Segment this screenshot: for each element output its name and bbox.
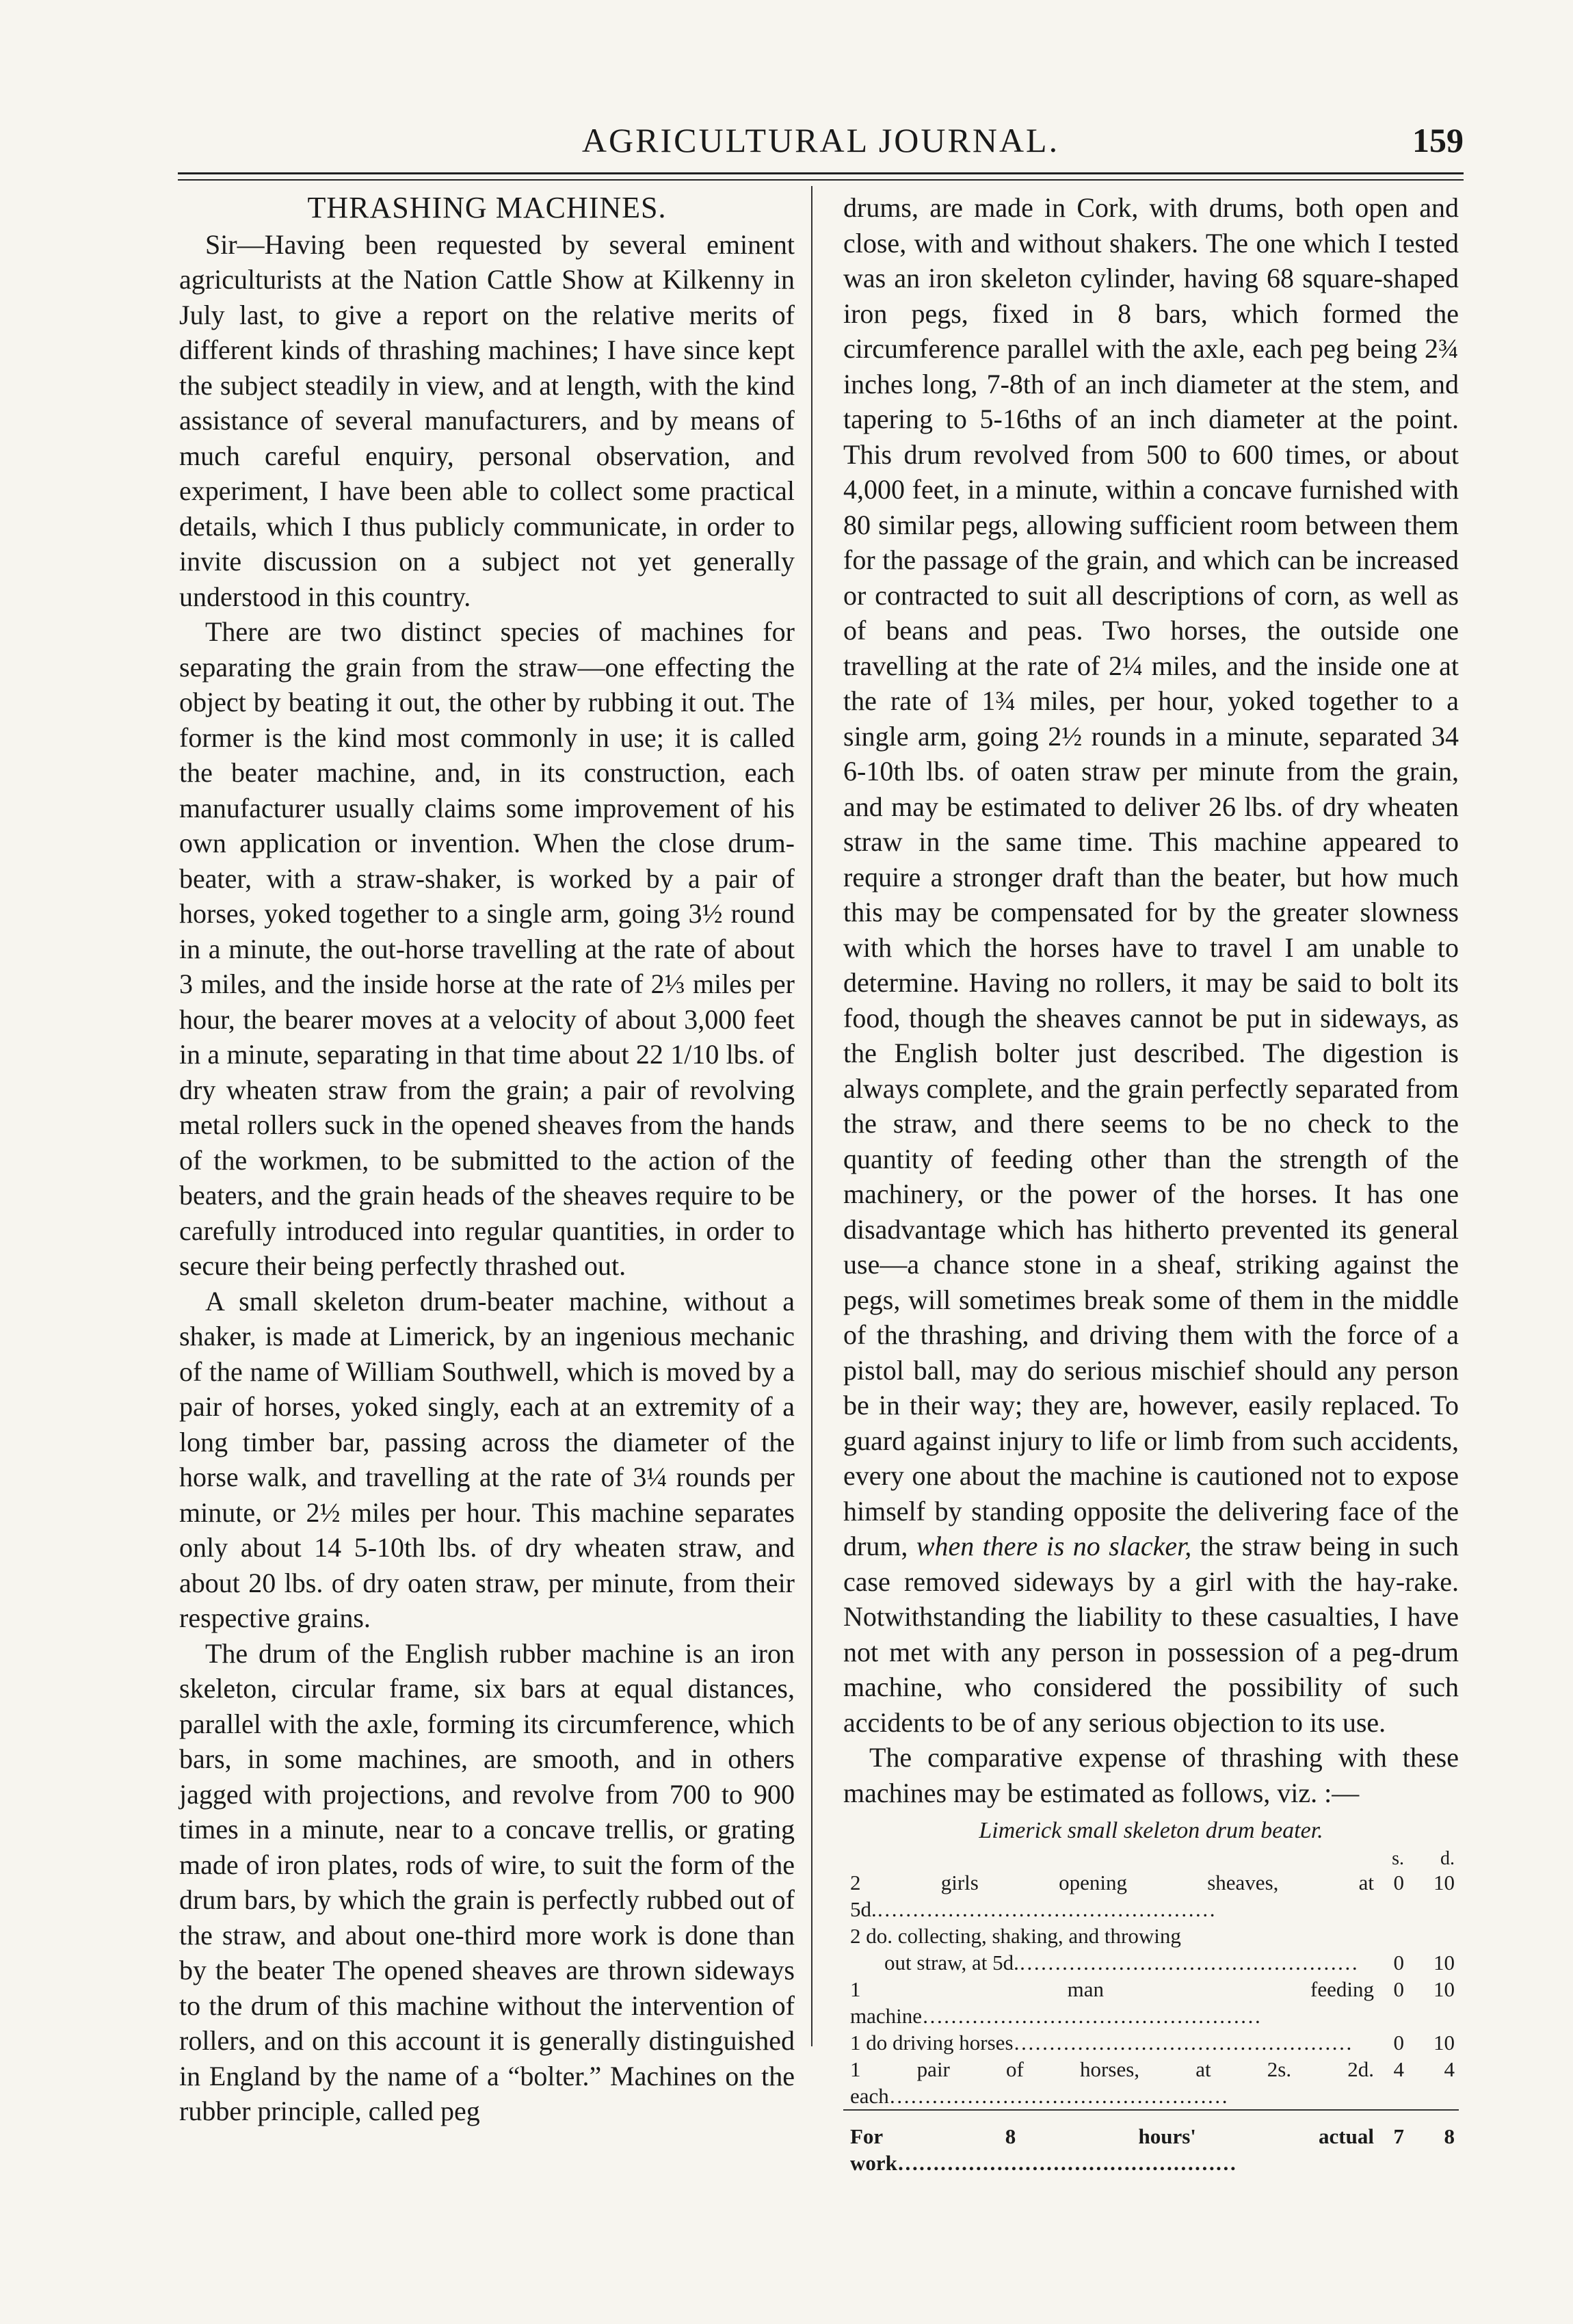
table-row [843, 1923, 1459, 1949]
paragraph [843, 190, 1459, 1740]
paragraph-text: drums, are made in Cork, with drums, both open and close, with and without shakers. The one which I tested was an iron skeleton cylinder, having 68 square-shaped iron pegs, fixed in 8 bars, which formed the circumference parallel with the axle, each peg being 2¾ inches long, 7-8th of an inch diameter at the stem, and tapering to 5-16ths of an inch diameter at the point. This drum revolved from 500 to 600 times, or about 4,000 feet, in a minute, within a concave furnished with 80 similar pegs, allowing sufficient room between them for the passage of the grain, and which can be increased or contracted to suit all descriptions of corn, as well as of beans and peas. Two horses, the outside one travelling at the rate of 2¼ miles, and the inside one at the rate of 1¾ miles, per hour, yoked together to a single arm, going 2½ rounds in a minute, separated 34 6-10th lbs. of oaten straw per minute from the grain, and may be estimated to deliver 26 lbs. of dry wheaten straw in the same time. This machine appeared to require a stronger draft than the beater, but how much this may be compensated for by the greater slowness with which the horses have to travel I am unable to determine. Having no rollers, it may be said to bolt its food, though the sheaves cannot be put in sideways, as the English bolter just described. The digestion is always complete, and the grain perfectly separated from the straw, and there seems to be no check to the quantity of feeding other than the strength of the machinery, or the power of the horses. It has one disadvantage which has hitherto prevented its general use—a chance stone in a sheaf, striking against the pegs, will sometimes break some of them in the middle of the thrashing, and driving them with the force of a pistol ball, may do serious mischief should any person be in their way; they are, however, easily replaced. To guard against injury to life or limb from such accidents, every one about the machine is cautioned not to expose himself by standing opposite the delivering face of the drum, [843, 192, 1459, 1561]
emphasis-text: when there is no slacker, [916, 1531, 1192, 1561]
row-pence: 10 [1433, 1977, 1455, 2001]
table-row [843, 2056, 1459, 2110]
row-item: 1 man feeding machine ………………………………………… [843, 1976, 1374, 2029]
row-pence [1404, 1923, 1459, 1949]
row-item: 1 pair of horses, at 2s. 2d. each ………………………………………… [843, 2056, 1374, 2110]
row-item: 2 girls opening sheaves, at 5d. ………………………………………… [843, 1869, 1374, 1923]
row-shillings: 0 [1393, 2030, 1404, 2055]
running-title: AGRICULTURAL JOURNAL. [581, 121, 1060, 159]
header-rule [178, 172, 1464, 174]
row-pence: 10 [1433, 2030, 1455, 2055]
table-row [843, 1949, 1459, 1976]
paragraph: The drum of the English rubber machine is an iron skeleton, circular frame, six bars at equal distances, parallel with the axle, forming its circumference, which bars, in some machines, are smooth, and in others jagged with projections, and revolve from 700 to 900 times in a minute, near to a concave trellis, or grating made of iron plates, rods of wire, to suit the form of the drum bars, by which the grain is perfectly rubbed out of the straw, and about one-third more work is done than by the beater The opened sheaves are thrown sideways to the drum of this machine without the intervention of rollers, and on this account it is generally distinguished in England by the name of a “bolter.” Machines on the rubber principle, called peg [179, 1637, 795, 2126]
paragraph: Sir—Having been requested by several eminent agriculturists at the Nation Cattle Show at Kilkenny in July last, to give a report on the relative merits of different kinds of thrashing machines; I have since kept the subject steadily in view, and at length, with the kind assistance of several manufacturers, and by means of much careful enquiry, personal observation, and experiment, I have been able to collect some practical details, which I thus publicly communicate, in order to invite discussion on a subject not yet generally understood in this country. [179, 228, 795, 612]
row-item: 1 do driving horses ………………………………………… [843, 2029, 1374, 2056]
header-rule-thin [178, 179, 1464, 181]
table-row [843, 1976, 1459, 2029]
paragraph-text: the straw being in such case removed sideways by a girl with the hay-rake. Notwithstanding the liability to these casualties, I have not met with any person in possession of a peg-drum machine, who considered the possibility of such accidents to be of any serious objection to its use. [843, 1531, 1459, 1738]
row-pence: 4 [1444, 2057, 1455, 2081]
table-row [843, 1869, 1459, 1923]
column-divider [811, 186, 812, 2046]
cost-table [843, 1849, 1459, 2176]
row-shillings [1374, 1923, 1404, 1949]
total-row [843, 2111, 1459, 2176]
right-column [843, 190, 1459, 2176]
row-shillings: 0 [1393, 1950, 1404, 1975]
page-number: 159 [1412, 121, 1464, 159]
row-pence: 10 [1433, 1950, 1455, 1975]
paragraph: There are two distinct species of machines for separating the grain from the straw—one effecting the object by beating it out, the other by rubbing it out. The former is the kind most commonly in use; it is called the beater machine, and, in its construction, each manufacturer usually claims some improvement of his own application or invention. When the close drum-beater, with a straw-shaker, is worked by a pair of horses, yoked together to a single arm, going 3½ round in a minute, the out-horse travelling at the rate of about 3 miles, and the inside horse at the rate of 2⅓ miles per hour, the bearer moves at a velocity of about 3,000 feet in a minute, separating in that time about 22 1/10 lbs. of dry wheaten straw from the grain; a pair of revolving metal rollers suck in the opened sheaves from the hands of the workmen, to be submitted to the action of the beaters, and the grain heads of the sheaves require to be carefully introduced into regular quantities, in order to secure their being perfectly thrashed out. [179, 616, 795, 1281]
left-column [179, 190, 795, 2129]
row-shillings: 0 [1393, 1977, 1404, 2001]
row-shillings: 0 [1393, 1870, 1404, 1894]
unit-shillings: s. [1392, 1847, 1404, 1869]
row-shillings: 4 [1393, 2057, 1404, 2081]
article-heading: THRASHING MACHINES. [307, 191, 667, 224]
total-pence: 8 [1444, 2124, 1455, 2148]
cost-table-title: Limerick small skeleton drum beater. [979, 1818, 1323, 1843]
cost-table-units [843, 1849, 1459, 1869]
paragraph: The comparative expense of thrashing with these machines may be estimated as follows, viz. :— [843, 1742, 1459, 1808]
total-item: For 8 hours' actual work ………………………………………… [843, 2111, 1374, 2176]
row-pence: 10 [1433, 1870, 1455, 1894]
paragraph: A small skeleton drum-beater machine, without a shaker, is made at Limerick, by an ingenious mechanic of the name of William Southwell, which is moved by a pair of horses, yoked singly, each at an extremity of a long timber bar, passing across the diameter of the horse walk, and travelling at the rate of 3¼ rounds per minute, or 2½ miles per hour. This machine separates only about 14 5-10th lbs. of dry wheaten straw, and about 20 lbs. of dry oaten straw, per minute, from their respective grains. [179, 1285, 795, 1633]
table-row [843, 2029, 1459, 2056]
row-item: out straw, at 5d. ………………………………………… [843, 1949, 1374, 1976]
unit-pence: d. [1440, 1847, 1455, 1869]
row-item: 2 do. collecting, shaking, and throwing [850, 1923, 1181, 1948]
page-header [178, 120, 1464, 168]
total-shillings: 7 [1393, 2124, 1404, 2148]
